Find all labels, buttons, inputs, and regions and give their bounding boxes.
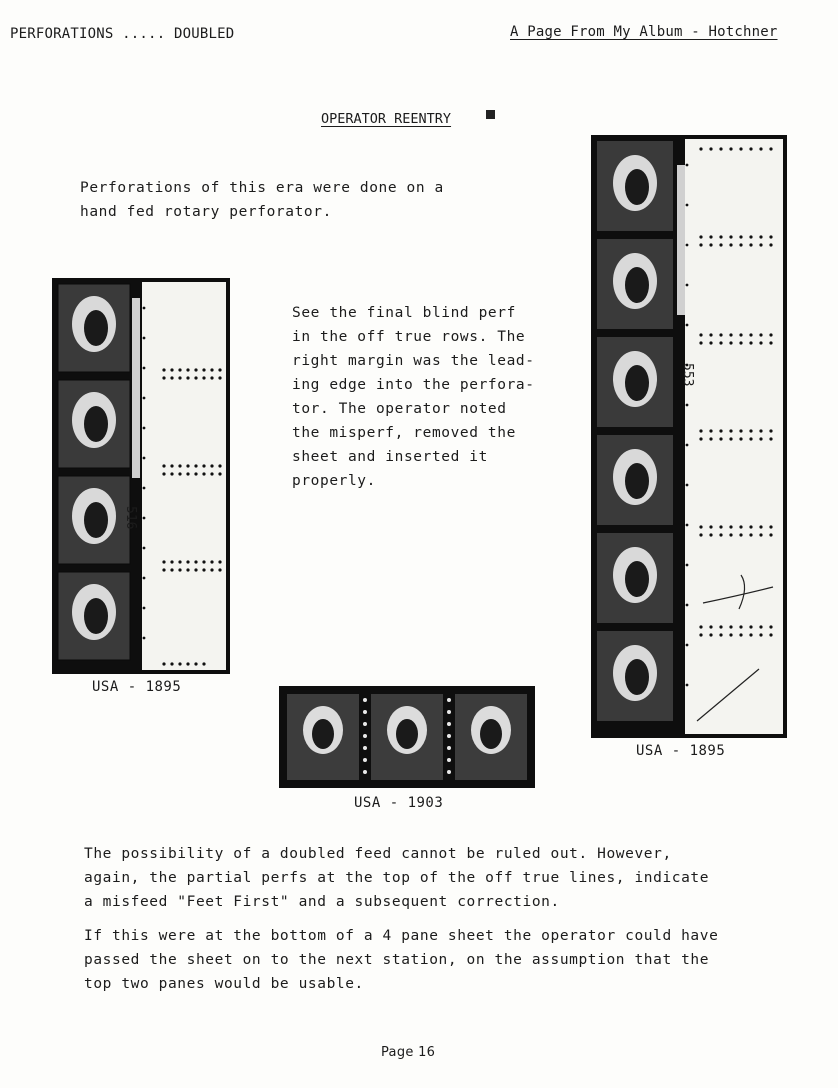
perf-note-paragraph: See the final blind perf in the off true rows. The right margin was the lead- ing edge into the perfora- tor. The operator noted the misperf, removed the sheet and inserted it properly. <box>292 305 535 489</box>
intro-paragraph: Perforations of this era were done on a hand fed rotary perforator. <box>80 180 444 220</box>
stamp-strip-1903 <box>279 686 535 788</box>
plate-number-553: 553 <box>680 363 695 387</box>
caption-usa-1895-right: USA - 1895 <box>636 743 726 759</box>
caption-usa-1903: USA - 1903 <box>354 795 444 811</box>
section-title: OPERATOR REENTRY <box>321 111 452 127</box>
header-title: PERFORATIONS ..... DOUBLED <box>10 26 235 42</box>
stamp-strip-1895-right-image <box>591 135 787 738</box>
header-album-credit: A Page From My Album - Hotchner <box>510 24 778 40</box>
body-paragraph-1: The possibility of a doubled feed cannot be ruled out. However, again, the partial perfs at the top of the off true lines, indicate a misfeed "Feet First" and a subsequent correction. <box>84 846 710 910</box>
plate-number-516: 516 <box>123 506 138 530</box>
title-marker-icon <box>486 110 495 119</box>
stamp-strip-1895-left <box>52 278 230 674</box>
page-number: Page 16 <box>381 1045 436 1060</box>
stamp-strip-1895-right <box>591 135 787 738</box>
caption-usa-1895-left: USA - 1895 <box>92 679 182 695</box>
stamp-strip-1903-image <box>279 686 535 788</box>
body-paragraph-2: If this were at the bottom of a 4 pane sheet the operator could have passed the sheet on to the next station, on the assumption that the top two panes would be usable. <box>84 928 719 992</box>
stamp-strip-1895-left-image <box>52 278 230 674</box>
